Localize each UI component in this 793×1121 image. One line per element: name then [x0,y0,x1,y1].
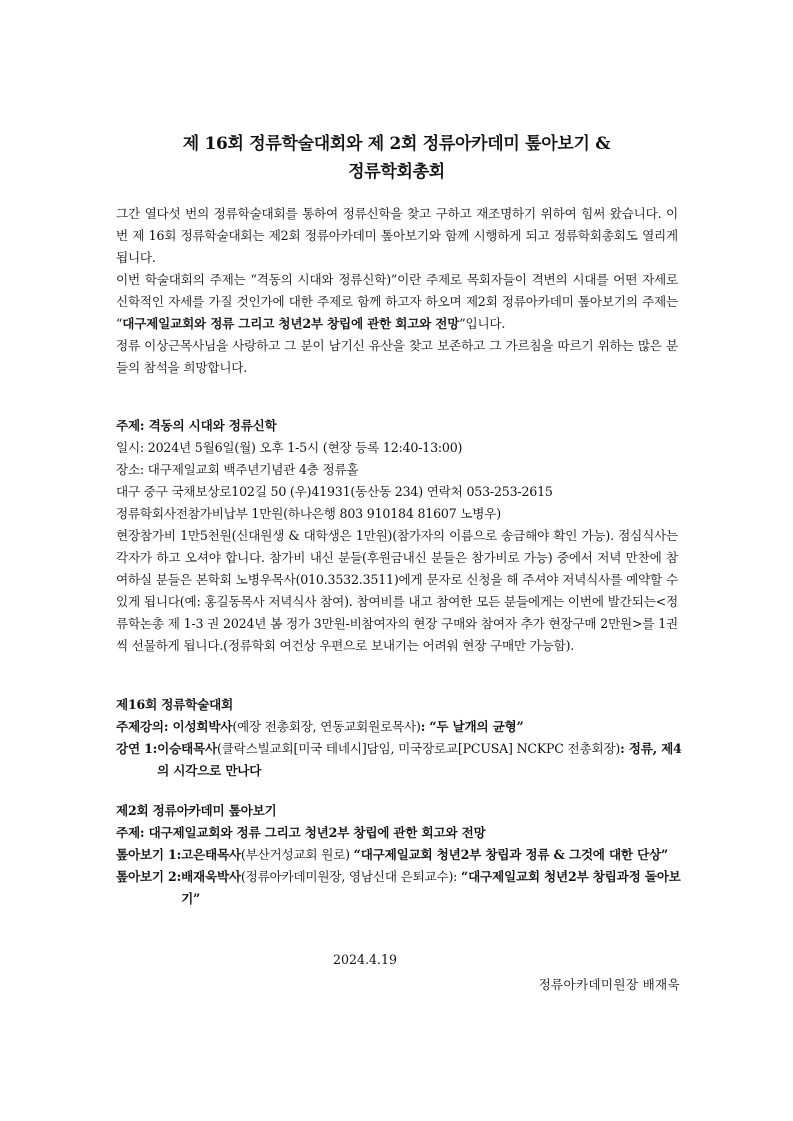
intro-section [116,203,678,379]
talk-2-label: 톺아보기 2: [116,869,182,884]
event-theme: 주제: 격동의 시대와 정류신학 [116,418,277,433]
event-account: 정류학회사전참가비납부 1만원(하나은행 803 910184 81607 노병우) [116,506,501,521]
keynote-speaker: 이성희박사 [172,719,233,734]
event-notes [116,525,678,657]
intro-p2-end: ”입니다. [459,316,506,331]
intro-paragraph-1: 그간 열다섯 번의 정류학술대회를 통하여 정류신학을 찾고 구하고 재조명하기 위하여 힘써 왔습니다. 이번 제 16회 정류학술대회는 제2회 정류아카데미 톺아보기와 함께 시행하게 되고 정류학회총회도 열리게 됩니다. [116,206,678,265]
conference-heading: 제16회 정류학술대회 [116,697,234,712]
talk-2-affiliation: (정류아카데미원장, 영남신대 은퇴교수): [240,869,462,884]
talk-2-speaker: 배재욱박사 [181,869,241,884]
lecture-speaker: 이승태목사 [157,741,217,756]
talk-1-body [181,844,686,866]
lecture-label: 강연 1: [116,741,158,756]
document-title [60,130,733,186]
talk-2-body [181,866,686,910]
keynote-affiliation: (예장 전총회장, 연동교회원로목사) [232,719,421,734]
lecture-affiliation: (클락스빌교회[미국 테네시]담임, 미국장로교[PCUSA] NCKPC 전총회장) [216,741,621,756]
lecture-title: : 정류, 제4의 시각으로 만나다 [157,741,682,778]
academy-theme-emphasis: 대구제일교회와 정류 그리고 청년2부 창립에 관한 회고와 전망 [122,316,460,331]
intro-p2-text: 이번 학술대회의 주제는 “격동의 시대와 정류신학)”이란 주제로 목회자들이 격변의 시대를 어떤 자세로 신학적인 자세를 가질 것인가에 대한 주제로 함께 하고자 하오며 제2회 정류아카데미 톺아보기의 주제는 “ [116,272,678,331]
academy-theme: 주제: 대구제일교회와 정류 그리고 청년2부 창립에 관한 회고와 전망 [116,825,486,840]
lecture-body [157,738,686,782]
talk-2-title: “대구제일교회 청년2부 창립과정 돌아보기” [181,869,681,906]
title-line-2: 정류학회총회 [348,162,445,182]
talk-1-line [116,844,686,866]
keynote-line [116,716,686,738]
talk-2-line [116,866,686,910]
event-place: 장소: 대구제일교회 백주년기념관 4층 정류홀 [116,462,359,477]
talk-1-speaker: 고은태목사 [181,847,241,862]
conference-section [116,694,686,782]
event-datetime: 일시: 2024년 5월6일(월) 오후 1-5시 (현장 등록 12:40-13:00) [116,440,463,455]
talk-1-label: 톺아보기 1: [116,847,182,862]
lecture-line [116,738,686,782]
keynote-label: 주제강의: [116,719,173,734]
event-notes-text: 현장참가비 1만5천원(신대원생 & 대학생은 1만원)(참가자의 이름으로 송금해야 확인 가능). 점심식사는 각자가 하고 오셔야 합니다. 참가비 내신 분들(후원금내신 분들은 참가비로 가능) 중에서 저녁 만찬에 참여하실 분들은 본학회 노병우목사(010.3532.3511)에게 문자로 신청을 해 주셔야 저녁식사를 예약할 수 있게 됩니다(예: 홍길동목사 저녁식사 참여). 참여비를 내고 참여한 모든 분들에게는 이번에 발간되는<정류학논총 제 1-3 권 2024년 봄 정가 3만원-비참여자의 현장 구매와 참여자 추가 현장구매 2만원>를 1권씩 선물하게 됩니다.(정류학회 여건상 우편으로 보내기는 어려워 현장 구매만 가능함). [116,528,678,653]
signature: 정류아카데미원장 배재욱 [538,977,680,992]
talk-1-affiliation: (부산거성교회 원로) [240,847,354,862]
event-address: 대구 중구 국채보상로102길 50 (우)41931(동산동 234) 연락처 053-253-2615 [116,484,553,499]
title-line-1: 제 16회 정류학술대회와 제 2회 정류아카데미 톺아보기 & [182,134,611,154]
intro-paragraph-3: 정류 이상근목사님을 사랑하고 그 분이 남기신 유산을 찾고 보존하고 그 가르침을 따르기 위하는 많은 분들의 참석을 희망합니다. [116,338,678,375]
academy-heading: 제2회 정류아카데미 톺아보기 [116,803,277,818]
document-date: 2024.4.19 [332,952,398,967]
keynote-title: : “두 날개의 균형” [420,719,524,734]
event-details [116,415,686,525]
academy-section [116,800,686,910]
talk-1-title: “대구제일교회 청년2부 창립과 정류 & 그것에 대한 단상” [353,847,669,862]
intro-paragraph-2 [116,269,678,335]
